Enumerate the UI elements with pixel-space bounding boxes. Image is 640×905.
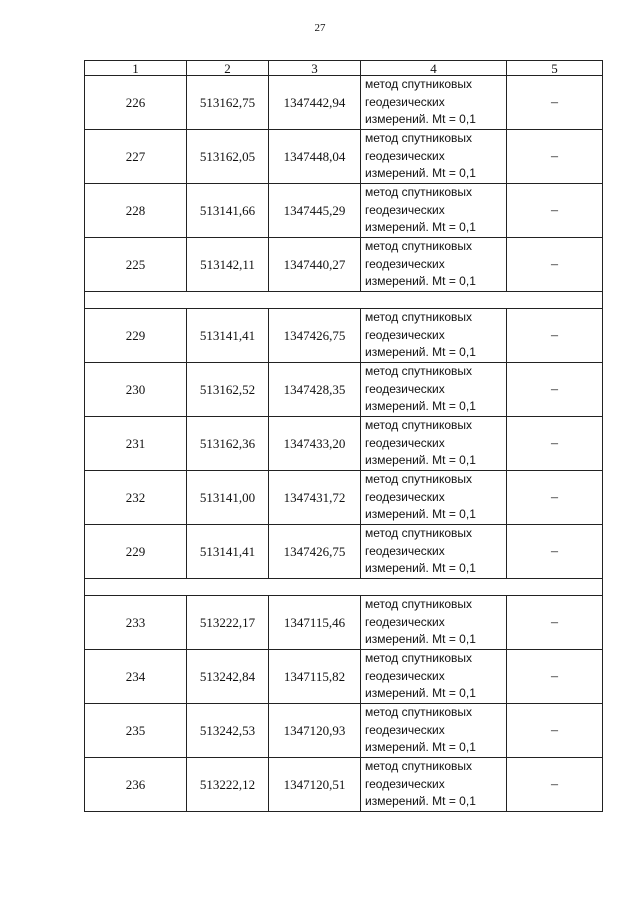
note-cell: –	[507, 238, 603, 292]
method-cell	[361, 417, 507, 471]
point-number-cell: 226	[85, 76, 187, 130]
method-line: метод спутниковых	[365, 418, 473, 433]
note-cell: –	[507, 76, 603, 130]
method-cell	[361, 309, 507, 363]
point-number-cell: 231	[85, 417, 187, 471]
method-line: метод спутниковых	[365, 239, 473, 254]
method-line: геодезических	[365, 614, 445, 629]
table-row	[85, 650, 603, 704]
method-line: геодезических	[365, 722, 445, 737]
method-line: метод спутниковых	[365, 526, 473, 541]
method-line: метод спутниковых	[365, 131, 473, 146]
point-number-cell: 234	[85, 650, 187, 704]
method-line: измерений. Mt = 0,1	[365, 686, 476, 701]
table-row	[85, 363, 603, 417]
point-number-cell: 232	[85, 471, 187, 525]
point-number-cell: 227	[85, 130, 187, 184]
y-coordinate-cell: 1347426,75	[269, 525, 361, 579]
y-coordinate-cell: 1347115,46	[269, 596, 361, 650]
point-number-cell: 235	[85, 704, 187, 758]
method-cell	[361, 758, 507, 812]
method-line: геодезических	[365, 327, 445, 342]
method-cell	[361, 596, 507, 650]
point-number-cell: 230	[85, 363, 187, 417]
column-header: 2	[187, 61, 269, 76]
y-coordinate-cell: 1347442,94	[269, 76, 361, 130]
note-cell: –	[507, 184, 603, 238]
method-cell	[361, 363, 507, 417]
method-line: измерений. Mt = 0,1	[365, 112, 476, 127]
note-cell: –	[507, 471, 603, 525]
method-line: измерений. Mt = 0,1	[365, 794, 476, 809]
y-coordinate-cell: 1347431,72	[269, 471, 361, 525]
method-line: геодезических	[365, 381, 445, 396]
note-cell: –	[507, 417, 603, 471]
method-cell	[361, 704, 507, 758]
method-line: метод спутниковых	[365, 77, 473, 92]
method-line: измерений. Mt = 0,1	[365, 507, 476, 522]
coordinates-table	[84, 60, 603, 812]
point-number-cell: 236	[85, 758, 187, 812]
table-row	[85, 758, 603, 812]
table-row	[85, 596, 603, 650]
table-body	[85, 76, 603, 812]
x-coordinate-cell: 513141,41	[187, 309, 269, 363]
y-coordinate-cell: 1347433,20	[269, 417, 361, 471]
group-separator-row	[85, 292, 603, 309]
x-coordinate-cell: 513162,05	[187, 130, 269, 184]
table-row	[85, 417, 603, 471]
table-row	[85, 704, 603, 758]
method-line: геодезических	[365, 94, 445, 109]
x-coordinate-cell: 513141,41	[187, 525, 269, 579]
column-header: 3	[269, 61, 361, 76]
separator-cell	[85, 292, 603, 309]
method-line: геодезических	[365, 668, 445, 683]
note-cell: –	[507, 363, 603, 417]
y-coordinate-cell: 1347115,82	[269, 650, 361, 704]
point-number-cell: 229	[85, 309, 187, 363]
method-cell	[361, 471, 507, 525]
column-header: 5	[507, 61, 603, 76]
note-cell: –	[507, 596, 603, 650]
method-cell	[361, 525, 507, 579]
note-cell: –	[507, 309, 603, 363]
y-coordinate-cell: 1347440,27	[269, 238, 361, 292]
point-number-cell: 228	[85, 184, 187, 238]
method-line: измерений. Mt = 0,1	[365, 740, 476, 755]
note-cell: –	[507, 704, 603, 758]
page-number: 27	[314, 22, 326, 34]
table-row	[85, 184, 603, 238]
x-coordinate-cell: 513141,00	[187, 471, 269, 525]
method-line: геодезических	[365, 776, 445, 791]
y-coordinate-cell: 1347120,93	[269, 704, 361, 758]
method-line: метод спутниковых	[365, 364, 473, 379]
y-coordinate-cell: 1347426,75	[269, 309, 361, 363]
x-coordinate-cell: 513162,75	[187, 76, 269, 130]
method-line: измерений. Mt = 0,1	[365, 345, 476, 360]
method-line: метод спутниковых	[365, 651, 473, 666]
method-line: измерений. Mt = 0,1	[365, 399, 476, 414]
x-coordinate-cell: 513141,66	[187, 184, 269, 238]
method-line: метод спутниковых	[365, 185, 473, 200]
method-cell	[361, 650, 507, 704]
y-coordinate-cell: 1347120,51	[269, 758, 361, 812]
x-coordinate-cell: 513162,36	[187, 417, 269, 471]
note-cell: –	[507, 650, 603, 704]
method-line: измерений. Mt = 0,1	[365, 453, 476, 468]
note-cell: –	[507, 130, 603, 184]
table-row	[85, 238, 603, 292]
method-cell	[361, 238, 507, 292]
method-line: метод спутниковых	[365, 759, 473, 774]
method-line: измерений. Mt = 0,1	[365, 274, 476, 289]
method-line: геодезических	[365, 202, 445, 217]
y-coordinate-cell: 1347445,29	[269, 184, 361, 238]
header-row	[85, 61, 603, 76]
y-coordinate-cell: 1347428,35	[269, 363, 361, 417]
method-line: геодезических	[365, 543, 445, 558]
method-line: метод спутниковых	[365, 597, 473, 612]
method-line: метод спутниковых	[365, 705, 473, 720]
method-line: измерений. Mt = 0,1	[365, 166, 476, 181]
method-cell	[361, 184, 507, 238]
point-number-cell: 229	[85, 525, 187, 579]
table-row	[85, 471, 603, 525]
table-row	[85, 130, 603, 184]
method-line: метод спутниковых	[365, 310, 473, 325]
y-coordinate-cell: 1347448,04	[269, 130, 361, 184]
method-cell	[361, 130, 507, 184]
point-number-cell: 233	[85, 596, 187, 650]
separator-cell	[85, 579, 603, 596]
x-coordinate-cell: 513222,12	[187, 758, 269, 812]
x-coordinate-cell: 513242,53	[187, 704, 269, 758]
table-row	[85, 309, 603, 363]
table-row	[85, 76, 603, 130]
group-separator-row	[85, 579, 603, 596]
method-line: метод спутниковых	[365, 472, 473, 487]
method-line: измерений. Mt = 0,1	[365, 220, 476, 235]
x-coordinate-cell: 513242,84	[187, 650, 269, 704]
note-cell: –	[507, 758, 603, 812]
x-coordinate-cell: 513222,17	[187, 596, 269, 650]
method-cell	[361, 76, 507, 130]
column-header: 1	[85, 61, 187, 76]
method-line: геодезических	[365, 435, 445, 450]
table-row	[85, 525, 603, 579]
x-coordinate-cell: 513142,11	[187, 238, 269, 292]
method-line: измерений. Mt = 0,1	[365, 561, 476, 576]
method-line: геодезических	[365, 256, 445, 271]
note-cell: –	[507, 525, 603, 579]
column-header: 4	[361, 61, 507, 76]
method-line: измерений. Mt = 0,1	[365, 632, 476, 647]
point-number-cell: 225	[85, 238, 187, 292]
method-line: геодезических	[365, 489, 445, 504]
method-line: геодезических	[365, 148, 445, 163]
x-coordinate-cell: 513162,52	[187, 363, 269, 417]
